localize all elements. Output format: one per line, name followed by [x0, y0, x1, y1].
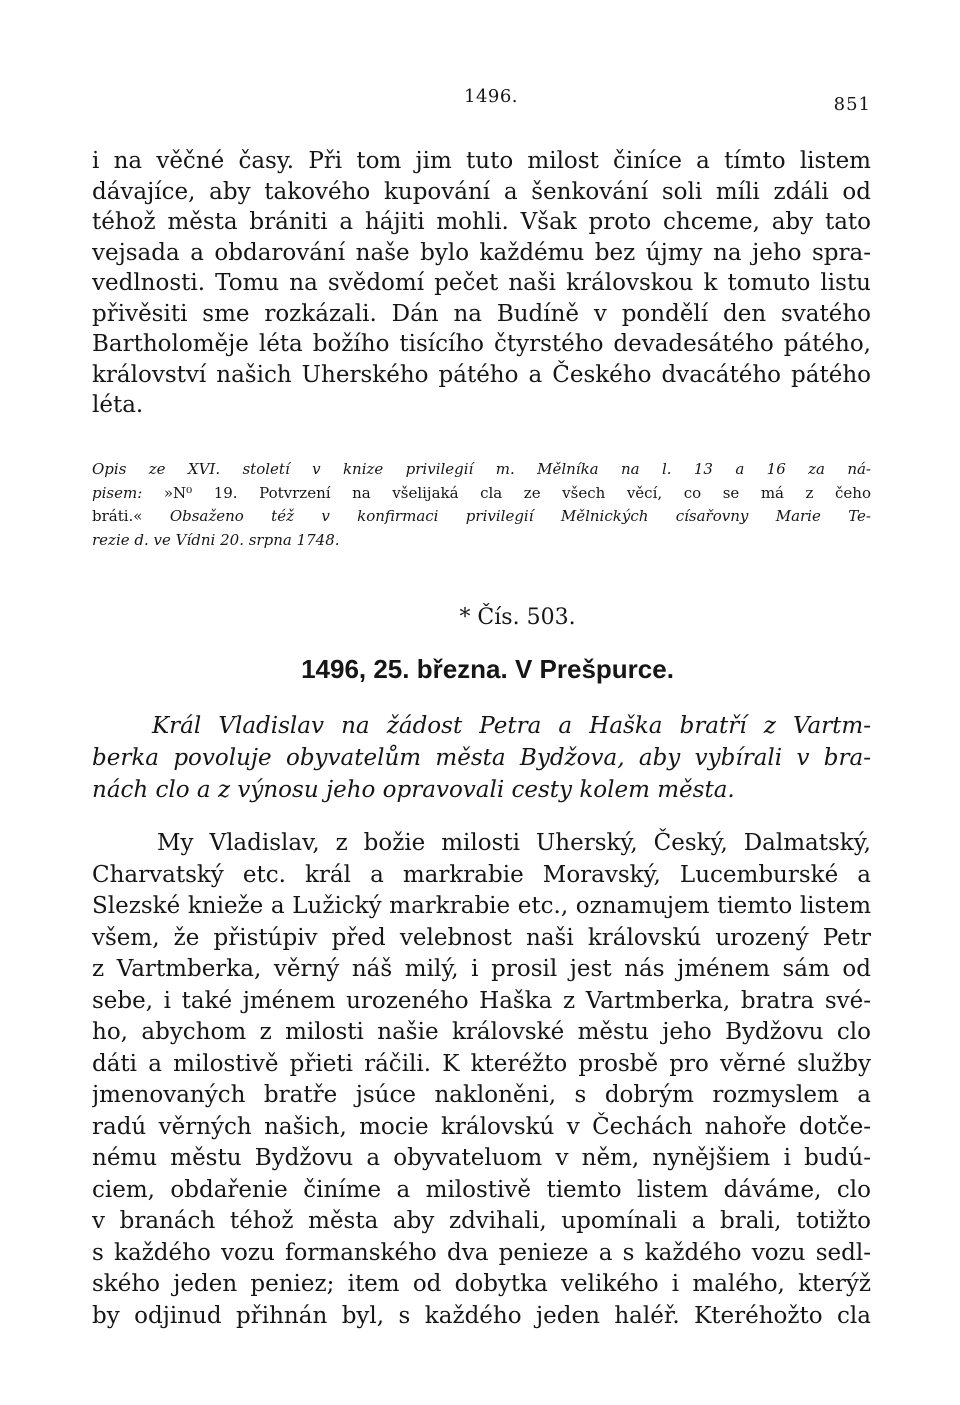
note-line [92, 482, 871, 506]
note-italic-fragment: Obsaženo též v konfirmaci privilegií Mělnických císařovny Marie Te- [169, 507, 871, 525]
text-line: My Vladislav, z božie milosti Uherský, Český, Dalmatský, [157, 830, 871, 856]
document-date-place: 1496, 25. března. V Prešpurce. [301, 654, 674, 684]
document-summary [92, 710, 871, 806]
summary-line: berka povoluje obyvatelům města Bydžova, aby vybírali v bra- [92, 745, 871, 771]
summary-line: Král Vladislav na žádost Petra a Haška bratří z Vartm- [152, 713, 871, 739]
note-quoted-title-end: bráti.« [92, 507, 170, 525]
document-number: * Čís. 503. [459, 605, 576, 630]
text-line: ho, abychom z milosti našie královské městu jeho Bydžovu clo [92, 1019, 871, 1045]
text-line: by odjinud přihnán byl, s každého jeden haléř. Kteréhožto cla [92, 1302, 871, 1329]
text-line: Charvatský etc. král a markrabie Moravský, Lucemburské a [92, 861, 871, 888]
text-line: sebe, i také jménem urozeného Haška z Vartmberka, bratra své- [92, 987, 871, 1014]
text-line: vedlnosti. Tomu na svědomí pečet naši královskou k tomuto listu [92, 270, 871, 296]
book-page [92, 0, 871, 1405]
text-line: všem, že přistúpiv před velebnost naši královskú urozený Petr [92, 924, 871, 951]
text-line: Bartholoměje léta božího tisícího čtyrstého devadesátého pátého, [92, 331, 871, 357]
note-line: rezie d. ve Vídni 20. srpna 1748. [92, 530, 340, 549]
text-line: radú věrných našich, mocie královskú v Čechách nahoře dotče- [92, 1113, 871, 1140]
source-note [92, 458, 871, 552]
text-line: s každého vozu formanského dva penieze a s každého vozu sedl- [92, 1239, 871, 1266]
text-line: z Vartmberka, věrný náš milý, i prosil jest nás jménem sám od [92, 956, 871, 982]
text-line: nému městu Bydžovu a obyvateluom v něm, nynějšiem i budú- [92, 1145, 871, 1171]
running-head-year: 1496. [464, 86, 519, 107]
text-line: jmenovaných bratře jsúce nakloněni, s dobrým rozmyslem a [92, 1082, 871, 1108]
note-italic-fragment: pisem: [92, 483, 164, 502]
text-line: léta. [92, 392, 144, 418]
text-line: vejsada a obdarování naše bylo každému bez újmy na jeho spra- [92, 239, 871, 266]
page-header [92, 86, 871, 116]
text-line: království našich Uherského pátého a Českého dvacátého pátého [92, 361, 871, 388]
summary-line: nách clo a z výnosu jeho opravovali cesty kolem města. [92, 777, 735, 803]
text-line: dávajíce, aby takového kupování a šenkování soli míli zdáli od [92, 178, 871, 205]
page-number: 851 [833, 94, 871, 115]
text-line: přivěsiti sme rozkázali. Dán na Budíně v pondělí den svatého [92, 300, 871, 327]
text-line: dáti a milostivě přieti ráčili. K kteréžto prosbě pro věrné služby [92, 1050, 871, 1077]
text-line: Slezské knieže a Lužický markrabie etc., oznamujem tiemto listem [92, 893, 871, 919]
text-line: i na věčné časy. Při tom jim tuto milost činíce a tímto listem [92, 148, 871, 174]
note-line [92, 505, 871, 529]
note-line: Opis ze XVI. století v knize privilegií m. Mělníka na l. 13 a 16 za ná- [92, 460, 871, 478]
charter-text [92, 828, 871, 1332]
note-quoted-title: »N⁰ 19. Potvrzení na všelijaká cla ze všech věcí, co se má z čeho [163, 483, 871, 502]
text-line: ciem, obdařenie činíme a milostivě tiemto listem dáváme, clo [92, 1176, 871, 1203]
text-line: v branách téhož města aby zdvihali, upomínali a brali, totižto [92, 1208, 871, 1234]
text-line: téhož města brániti a hájiti mohli. Však proto chceme, aby tato [92, 209, 871, 235]
previous-document-ending [92, 146, 871, 421]
text-line: ského jeden peniez; item od dobytka velikého i malého, kterýž [92, 1271, 871, 1297]
